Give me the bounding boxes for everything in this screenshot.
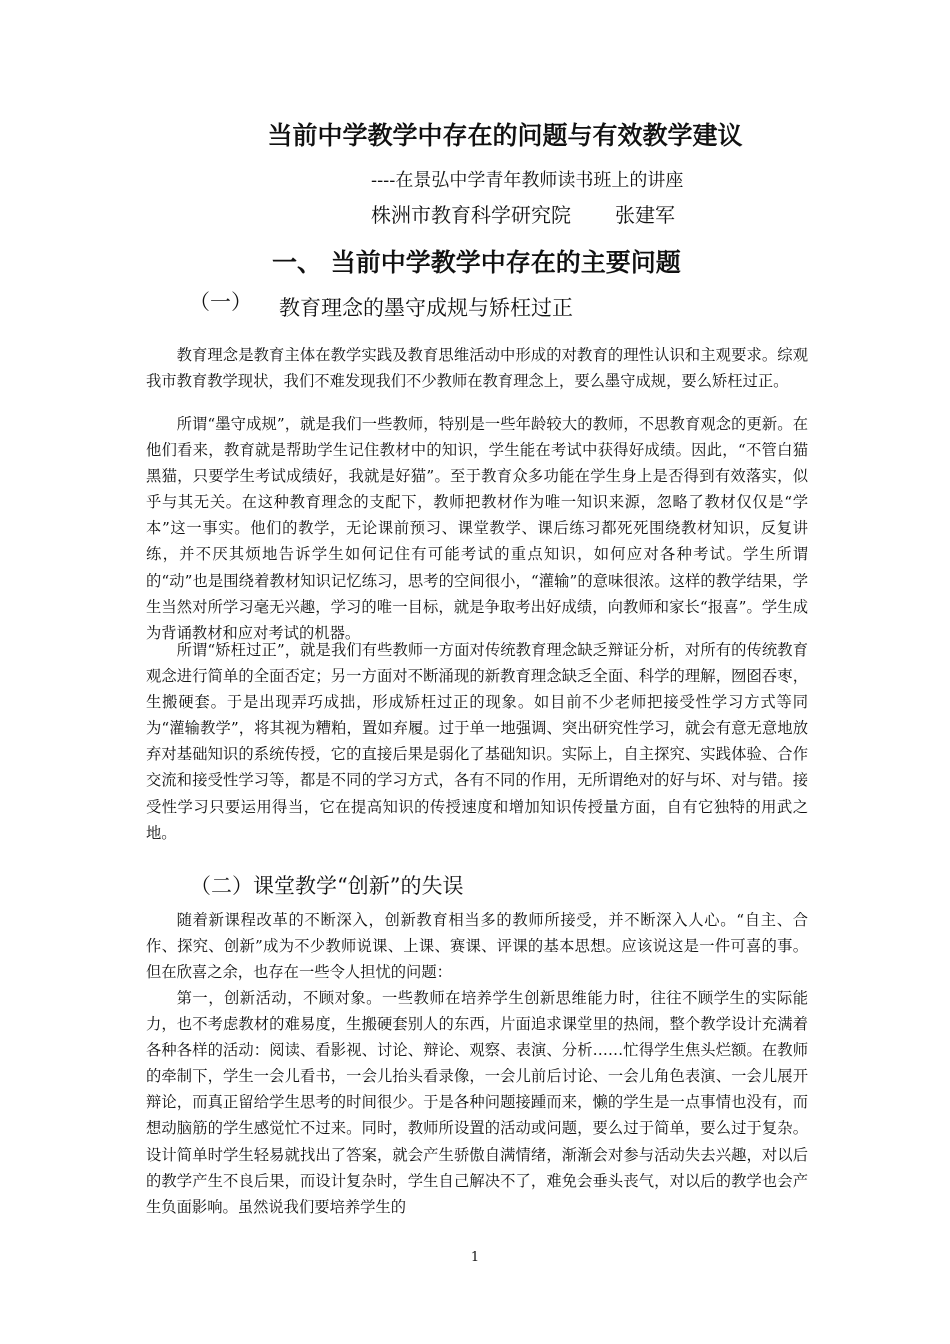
subsection-title: 教育理念的墨守成规与矫枉过正 (279, 296, 573, 320)
author-name: 张建军 (615, 203, 675, 227)
subsection-heading-1 (189, 292, 573, 322)
paragraph: 所谓“矫枉过正”，就是我们有些教师一方面对传统教育理念缺乏辩证分析，对所有的传统教育观念进行简单的全面否定；另一方面对不断涌现的新教育理念缺乏全面、科学的理解，囫囵吞枣，生搬硬套。于是出现弄巧成拙，形成矫枉过正的现象。如目前不少老师把接受性学习方式等同为“灌输教学”，将其视为糟粕，置如弃履。过于单一地强调、突出研究性学习，就会有意无意地放弃对基础知识的系统传授，它的直接后果是弱化了基础知识。实际上，自主探究、实践体验、合作交流和接受性学习等，都是不同的学习方式，各有不同的作用，无所谓绝对的好与坏、对与错。接受性学习只要运用得当，它在提高知识的传授速度和增加知识传授量方面，自有它独特的用武之地。 (146, 641, 808, 842)
section-heading-1: 一、 当前中学教学中存在的主要问题 (272, 248, 681, 277)
document-subtitle: ----在景弘中学青年教师读书班上的讲座 (371, 170, 684, 191)
author-org: 株洲市教育科学研究院 (371, 203, 571, 227)
page-number: 1 (470, 1250, 480, 1265)
paragraph: 第一，创新活动，不顾对象。一些教师在培养学生创新思维能力时，往往不顾学生的实际能力，也不考虑教材的难易度，生搬硬套别人的东西，片面追求课堂里的热闹，整个教学设计充满着各种各样的活动：阅读、看影视、讨论、辩论、观察、表演、分析……忙得学生焦头烂额。在教师的牵制下，学生一会儿看书，一会儿抬头看录像，一会儿前后讨论、一会儿角色表演、一会儿展开辩论，而真正留给学生思考的时间很少。于是各种问题接踵而来，懒的学生是一点事情也没有，而想动脑筋的学生感觉忙不过来。同时，教师所设置的活动或问题，要么过于简单，要么过于复杂。设计简单时学生轻易就找出了答案，就会产生骄傲自满情绪，渐渐会对参与活动失去兴趣，对以后的教学产生不良后果，而设计复杂时，学生自己解决不了，难免会垂头丧气，对以后的教学也会产生负面影响。虽然说我们要培养学生的 (146, 989, 808, 1216)
paragraph: 所谓“墨守成规”，就是我们一些教师，特别是一些年龄较大的教师，不思教育观念的更新。在他们看来，教育就是帮助学生记住教材中的知识，学生能在考试中获得好成绩。因此，“不管白猫黑猫，只要学生考试成绩好，我就是好猫”。至于教育众多功能在学生身上是否得到有效落实，似乎与其无关。在这种教育理念的支配下，教师把教材作为唯一知识来源，忽略了教材仅仅是“学本”这一事实。他们的教学，无论课前预习、课堂教学、课后练习都死死围绕教材知识，反复讲练，并不厌其烦地告诉学生如何记住有可能考试的重点知识，如何应对各种考试。学生所谓的“动”也是围绕着教材知识记忆练习，思考的空间很小，“灌输”的意味很浓。这样的教学结果，学生当然对所学习毫无兴趣，学习的唯一目标，就是争取考出好成绩，向教师和家长“报喜”。学生成为背诵教材和应对考试的机器。 (146, 415, 808, 642)
author-line (371, 199, 675, 228)
subsection-heading-2: （二）课堂教学“创新”的失误 (190, 874, 464, 898)
document-title: 当前中学教学中存在的问题与有效教学建议 (267, 121, 743, 150)
subsection-number: （一） (189, 290, 252, 314)
paragraph: 随着新课程改革的不断深入，创新教育相当多的教师所接受，并不断深入人心。“自主、合作、探究、创新”成为不少教师说课、上课、赛课、评课的基本思想。应该说这是一件可喜的事。但在欣喜之余，也存在一些令人担忧的问题： (146, 911, 808, 982)
paragraph: 教育理念是教育主体在教学实践及教育思维活动中形成的对教育的理性认识和主观要求。综观我市教育教学现状，我们不难发现我们不少教师在教育理念上，要么墨守成规，要么矫枉过正。 (146, 346, 808, 391)
